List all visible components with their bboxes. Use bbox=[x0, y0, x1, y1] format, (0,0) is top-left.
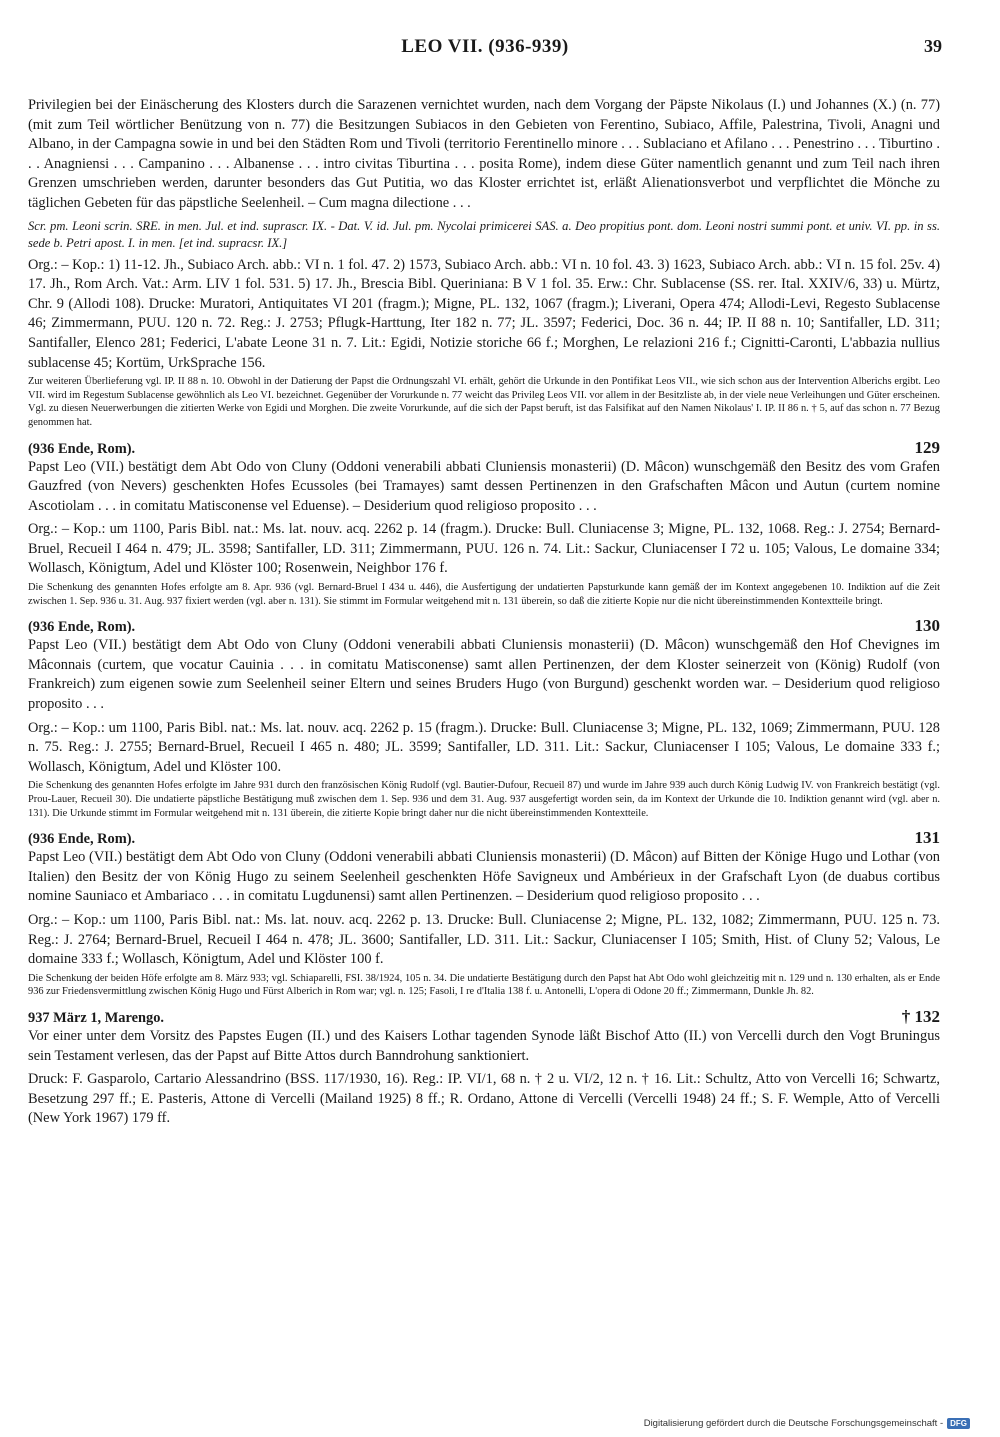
running-title: LEO VII. (936-939) bbox=[401, 36, 569, 57]
page-number: 39 bbox=[924, 36, 942, 56]
entry-number: 131 bbox=[914, 828, 940, 848]
entry-130-main-text: Papst Leo (VII.) bestätigt dem Abt Odo von Cluny (Oddoni venerabili abbati Cluniensis monasterii) (D. Mâcon) wunschgemäß den Hof Chevignes im Mâconnais (curtem, que vocatur Cauinia . . . in comitatu Matisconense) samt allen Pertinenzen, der dem Kloster seinerzeit von (König) Rudolf (von Frankreich) zum eigenen sowie zum Seelenheil seiner Eltern und seines Bruders Hugo (von Burgund) geschenkt worden war. – Desiderium quod religioso proposito . . . bbox=[28, 637, 940, 713]
entry-number: 130 bbox=[914, 616, 940, 636]
footer-text: Digitalisierung gefördert durch die Deutsche Forschungsgemeinschaft - bbox=[643, 1418, 944, 1429]
entry-number: † 132 bbox=[901, 1006, 940, 1026]
entry-131-org: Org.: – Kop.: um 1100, Paris Bibl. nat.: Ms. lat. nouv. acq. 2262 p. 13. Drucke: Bull. Cluniacense 2; Migne, PL. 132, 1082; Zimmermann, PUU. 125 n. 73. Reg.: J. 2764; Bernard-Bruel, Recueil I 464 n. 478; JL. 3600; Santifaller, LD. 311. Lit.: Sackur, Cluniacenser I 105; Smith, Hist. of Cluny 52; Valous, Le domaine 333 f.; Wollasch, Königtum, Adel und Klöster 100 f. bbox=[28, 911, 940, 968]
running-header bbox=[28, 36, 942, 66]
entry-129-heading bbox=[28, 438, 940, 458]
entry-date: (936 Ende, Rom). bbox=[28, 619, 136, 636]
entry-131-heading bbox=[28, 828, 940, 848]
entry-131-note: Die Schenkung der beiden Höfe erfolgte am 8. März 933; vgl. Schiaparelli, FSI. 38/1924, 105 n. 34. Die undatierte Bestätigung durch den Papst hat Abt Odo wohl gleichzeitig mit n. 129 und n. 130 erhalten, als er Ende 936 zur Friedensvermittlung zwischen König Hugo und Fürst Alberich in Rom war; vgl. n. 125; Fasoli, I re d'Italia 138 f. u. Antonelli, L'opera di Odone 20 ff.; Zimmermann, Dunkle Jh. 82. bbox=[28, 972, 940, 998]
entry-130-note: Die Schenkung des genannten Hofes erfolgte im Jahre 931 durch den französischen König Rudolf (vgl. Bautier-Dufour, Recueil 87) und wurde im Jahre 939 auch durch König Ludwig IV. von Frankreich bestätigt (vgl. Prou-Lauer, Recueil 30). Die undatierte päpstliche Bestätigung muß zwischen dem 1. Sep. 936 und dem 31. Aug. 937 ausgefertigt worden sein, da im Kontext der Urkunde die 10. Indiktion genannt wird (vgl. aber n. 131). Die Urkunde stimmt im Formular weitgehend mit n. 131 überein, die zitierte Kopie bringt daher nur die nicht übereinstimmenden Kontextteile. bbox=[28, 780, 940, 819]
dfg-logo: DFG bbox=[947, 1418, 970, 1429]
entry-date: 937 März 1, Marengo. bbox=[28, 1009, 165, 1026]
entry-131-main-text: Papst Leo (VII.) bestätigt dem Abt Odo von Cluny (Oddoni venerabili abbati Cluniensis monasterii) (D. Mâcon) auf Bitten der Könige Hugo und Lothar (von Italien) den Besitz der von König Hugo zu seinem Seelenheil geschenkten Höfe Savigneux und Ambérieux in der Grafschaft Lyon (de duabus cortibus nomine Sauniaco et Ambariaco . . . in comitatu Lugdunensi) samt allen Pertinenzen. – Desiderium quod religioso proposito . . . bbox=[28, 849, 940, 905]
entry-129-main-text: Papst Leo (VII.) bestätigt dem Abt Odo von Cluny (Oddoni venerabili abbati Cluniensis monasterii) (D. Mâcon) wunschgemäß den Besitz des vom Grafen Gauzfred (von Nevers) geschenkten Hofes Ecussoles (bei Tramayes) samt dessen Pertinenzen in den Grafschaften Mâcon und Autun (curtem nomine Ascotiolam . . . in comitatu Matisconense vel Eduense). – Desiderium quod religioso proposito . . . bbox=[28, 458, 940, 514]
intro-script-line: Scr. pm. Leoni scrin. SRE. in men. Jul. et ind. suprascr. IX. - Dat. V. id. Jul. pm. Nycolai primicerei SAS. a. Deo propitius pont. dom. Leoni nostri summi pont. et univ. VI. pp. in ss. sede b. Petri apost. I. in men. [et ind. supracsr. IX.] bbox=[28, 218, 940, 250]
intro-org: Org.: – Kop.: 1) 11-12. Jh., Subiaco Arch. abb.: VI n. 1 fol. 47. 2) 1573, Subiaco Arch. abb.: VI n. 10 fol. 43. 3) 1623, Subiaco Arch. abb.: VI n. 15 fol. 25v. 4) 17. Jh., Rom Arch. Vat.: Arm. LIV 1 fol. 531. 5) 17. Jh., Brescia Bibl. Queriniana: B V 1 fol. 35. Erw.: Chr. Sublacense (SS. rer. Ital. XXIV/6, 33) u. Mürtz, Chr. 9 (Allodi 108). Drucke: Muratori, Antiquitates VI 201 (fragm.); Migne, PL. 132, 1067 (fragm.); Liverani, Opera 474; Allodi-Levi, Regesto Sublacense 46; Zimmermann, PUU. 120 n. 72. Reg.: J. 2753; Pflugk-Harttung, Iter 182 n. 77; JL. 3597; Federici, Doc. 36 n. 44; IP. II 88 n. 10; Santifaller, LD. 311; Santifaller, Elenco 281; Federici, L'abate Leone 31 n. 7. Lit.: Egidi, Notizie storiche 66 f.; Morghen, Le relazioni 216 f.; Cignitti-Caronti, L'abbazia nullius sublacense 45; Kortüm, UrkSprache 156. bbox=[28, 256, 940, 371]
entry-132-main-text: Vor einer unter dem Vorsitz des Papstes Eugen (II.) und des Kaisers Lothar tagenden Synode läßt Bischof Atto (II.) von Vercelli durch den Vogt Bruningus sein Testament verlesen, das der Papst auf Bitte Attos durch Banndrohung sanktioniert. bbox=[28, 1027, 940, 1064]
entry-129-note: Die Schenkung des genannten Hofes erfolgte am 8. Apr. 936 (vgl. Bernard-Bruel I 434 u. 446), die Ausfertigung der undatierten Papsturkunde kann gemäß der im Kontext angegebenen 10. Indiktion auf die Zeit zwischen 1. Sep. 936 u. 31. Aug. 937 fixiert werden (vgl. aber n. 131). Sie stimmt im Formular weitgehend mit n. 131 überein, so daß die zitierte Kopie nur die nicht übereinstimmenden Kontextteile bringt. bbox=[28, 582, 940, 607]
entry-132-heading bbox=[28, 1007, 940, 1027]
entry-130-heading bbox=[28, 616, 940, 636]
entry-date: (936 Ende, Rom). bbox=[28, 440, 136, 457]
entry-date: (936 Ende, Rom). bbox=[28, 831, 136, 848]
entry-number: 129 bbox=[914, 437, 940, 457]
page-content bbox=[28, 96, 940, 1129]
intro-note: Zur weiteren Überlieferung vgl. IP. II 88 n. 10. Obwohl in der Datierung der Papst die Ordnungszahl VI. erhält, gehört die Urkunde in den Pontifikat Leos VII., wie sich schon aus der Intervention Alberichs ergibt. Leo VII. wird im Regestum Sublacense gewöhnlich als Leo VI. bezeichnet. Gegenüber der Vorurkunde n. 77 weicht das Privileg Leos VII. vor allem in der Besitzliste ab, in der viele neue Verleihungen und Güter erscheinen. Vgl. zu diesen Neuerwerbungen die zitierten Werke von Egidi und Morghen. Die zweite Vorurkunde, auf die sich der Papst beruft, ist das Falsifikat auf den Namen Nikolaus' I. IP. II 86 n. † 5, auf das schon n. 77 Bezug genommen hat. bbox=[28, 376, 940, 428]
intro-main-text: Privilegien bei der Einäscherung des Klosters durch die Sarazenen vernichtet wurden, nach dem Vorgang der Päpste Nikolaus (I.) und Johannes (X.) (n. 77) (mit zum Teil wörtlicher Benützung von n. 77) die Besitzungen Subiacos in den Gebieten von Ferentino, Subiaco, Affile, Palestrina, Tivoli, Anagni und Albano, in der Campagna sowie in und bei den Städten Rom und Tivoli (territorio Ferentinello minore . . . Sublaciano et Afilano . . . Penestrino . . . Tiburtino . . . Anagniensi . . . Campanino . . . Albanense . . . intro civitas Tiburtina . . . posita Rome), indem diese Güter namentlich genannt und zum Teil nach ihren Grenzen umschrieben werden, darunter besonders das Gut Putitia, wo das Kloster errichtet ist, erläßt Alienationsverbot und verpflichtet die Mönche zu täglichen Gebeten für das päpstliche Seelenheil. – Cum magna dilectione . . . bbox=[28, 97, 940, 211]
entry-130-org: Org.: – Kop.: um 1100, Paris Bibl. nat.: Ms. lat. nouv. acq. 2262 p. 15 (fragm.). Drucke: Bull. Cluniacense 3; Migne, PL. 132, 1069; Zimmermann, PUU. 128 n. 75. Reg.: J. 2755; Bernard-Bruel, Recueil I 465 n. 480; JL. 3599; Santifaller, LD. 311. Lit.: Sackur, Cluniacenser I 105; Valous, Le domaine 333 f.; Wollasch, Königtum, Adel und Klöster 100. bbox=[28, 719, 940, 775]
entry-129-org: Org.: – Kop.: um 1100, Paris Bibl. nat.: Ms. lat. nouv. acq. 2262 p. 14 (fragm.). Drucke: Bull. Cluniacense 3; Migne, PL. 132, 1068. Reg.: J. 2754; Bernard-Bruel, Recueil I 464 n. 479; JL. 3598; Santifaller, LD. 311; Zimmermann, PUU. 126 n. 74. Lit.: Sackur, Cluniacenser I 72 u. 105; Valous, Le domaine 334; Wollasch, Königtum, Adel und Klöster 100; Rosenwein, Neighbor 176 f. bbox=[28, 521, 940, 577]
entry-132-org: Druck: F. Gasparolo, Cartario Alessandrino (BSS. 117/1930, 16). Reg.: IP. VI/1, 68 n. † 2 u. VI/2, 12 n. † 16. Lit.: Schultz, Atto von Vercelli 16; Schwartz, Besetzung 297 ff.; E. Pasteris, Attone di Vercelli (Mailand 1925) 8 ff.; R. Ordano, Attone di Vercelli (Vercelli 1948) 24 ff.; S. F. Wemple, Atto of Vercelli (New York 1967) 179 ff. bbox=[28, 1071, 940, 1127]
digitization-footer bbox=[644, 1418, 970, 1429]
